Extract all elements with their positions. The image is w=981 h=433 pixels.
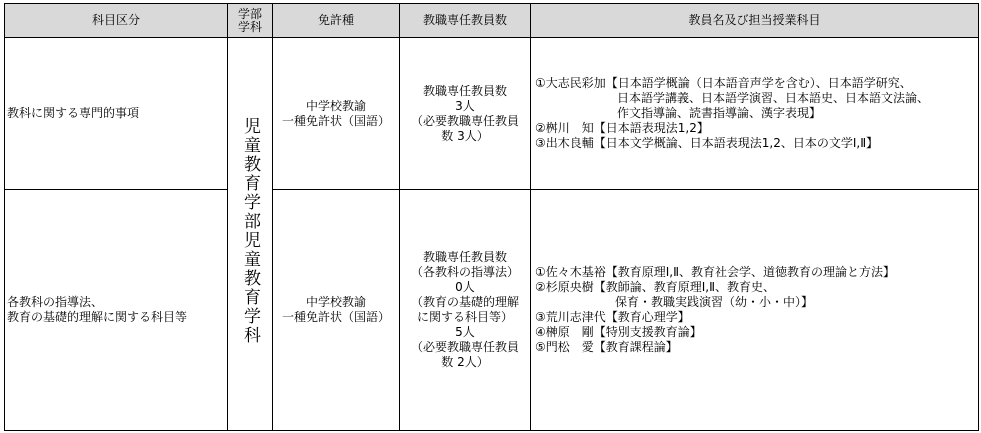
count-line: 5人 bbox=[455, 325, 475, 339]
teacher-line: 日本語学講義、日本語学演習、日本語史、日本語文法論、 bbox=[617, 91, 930, 105]
teacher-line: 保育・教職実践演習（幼・小・中）】 bbox=[615, 295, 814, 309]
count-line: 数 3人） bbox=[441, 128, 489, 143]
count-line: 数 2人） bbox=[441, 355, 489, 369]
count-line: に関する科目等） bbox=[416, 310, 513, 324]
count-line: （各教科の指導法） bbox=[410, 265, 519, 279]
faculty-count-cell bbox=[400, 190, 531, 431]
teachers-cell bbox=[531, 190, 979, 431]
subject-category-text: 各教科の指導法、 bbox=[7, 295, 104, 309]
license-cell bbox=[273, 38, 400, 190]
header-teachers: 教員名及び担当授業科目 bbox=[531, 4, 979, 38]
license-line: 中学校教諭 bbox=[305, 295, 366, 309]
count-line: 教職専任教員数 bbox=[422, 250, 507, 264]
count-line: （必要教職専任教員 bbox=[410, 113, 519, 128]
header-license: 免許種 bbox=[273, 4, 400, 38]
header-subject-category: 科目区分 bbox=[5, 4, 228, 38]
count-line: 0人 bbox=[455, 280, 475, 294]
subject-category-text: 教科に関する専門的事項 bbox=[7, 106, 140, 120]
subject-category-cell bbox=[5, 190, 228, 431]
teacher-line: ⑤門松 愛【教育課程論】 bbox=[535, 340, 678, 354]
count-line: （必要教職専任教員 bbox=[410, 340, 519, 354]
count-line: （教育の基礎的理解 bbox=[410, 295, 519, 309]
header-row bbox=[5, 4, 979, 38]
count-line: 教職専任教員数 bbox=[422, 83, 507, 98]
faculty-count-cell bbox=[400, 38, 531, 190]
license-line: 一種免許状（国語） bbox=[281, 310, 390, 324]
teacher-line: ②桝川 知【日本語表現法1,2】 bbox=[535, 121, 709, 135]
table-row bbox=[5, 38, 979, 190]
curriculum-table bbox=[4, 3, 979, 431]
department-name: 児童教育学部児童教育学科 bbox=[240, 117, 260, 345]
subject-category-cell bbox=[5, 38, 228, 190]
teacher-line: ②杉原央樹【教師論、教育原理Ⅰ,Ⅱ、教育史、 bbox=[535, 280, 776, 294]
teacher-line: ③出木良輔【日本文学概論、日本語表現法1,2、日本の文学Ⅰ,Ⅱ】 bbox=[535, 136, 879, 150]
header-dept-line2: 学科 bbox=[237, 19, 262, 34]
teacher-line: ④榊原 剛【特別支援教育論】 bbox=[535, 325, 702, 339]
teacher-line: ①佐々木基裕【教育原理Ⅰ,Ⅱ、教育社会学、道徳教育の理論と方法】 bbox=[535, 265, 896, 279]
license-cell bbox=[273, 190, 400, 431]
subject-category-text: 教育の基礎的理解に関する科目等 bbox=[7, 310, 188, 324]
teachers-cell bbox=[531, 38, 979, 190]
department-cell bbox=[228, 38, 273, 431]
teacher-line: 作文指導論、読書指導論、漢字表現】 bbox=[617, 106, 822, 120]
teacher-line: ①大志民彩加【日本語学概論（日本語音声学を含む）、日本語学研究、 bbox=[535, 76, 912, 90]
license-line: 一種免許状（国語） bbox=[281, 113, 390, 128]
header-dept bbox=[228, 4, 273, 38]
table-row bbox=[5, 190, 979, 431]
header-faculty-count: 教職専任教員数 bbox=[400, 4, 531, 38]
license-line: 中学校教諭 bbox=[305, 98, 366, 113]
header-dept-line1: 学部 bbox=[237, 6, 262, 21]
count-line: 3人 bbox=[455, 98, 475, 113]
teacher-line: ③荒川志津代【教育心理学】 bbox=[535, 310, 690, 324]
